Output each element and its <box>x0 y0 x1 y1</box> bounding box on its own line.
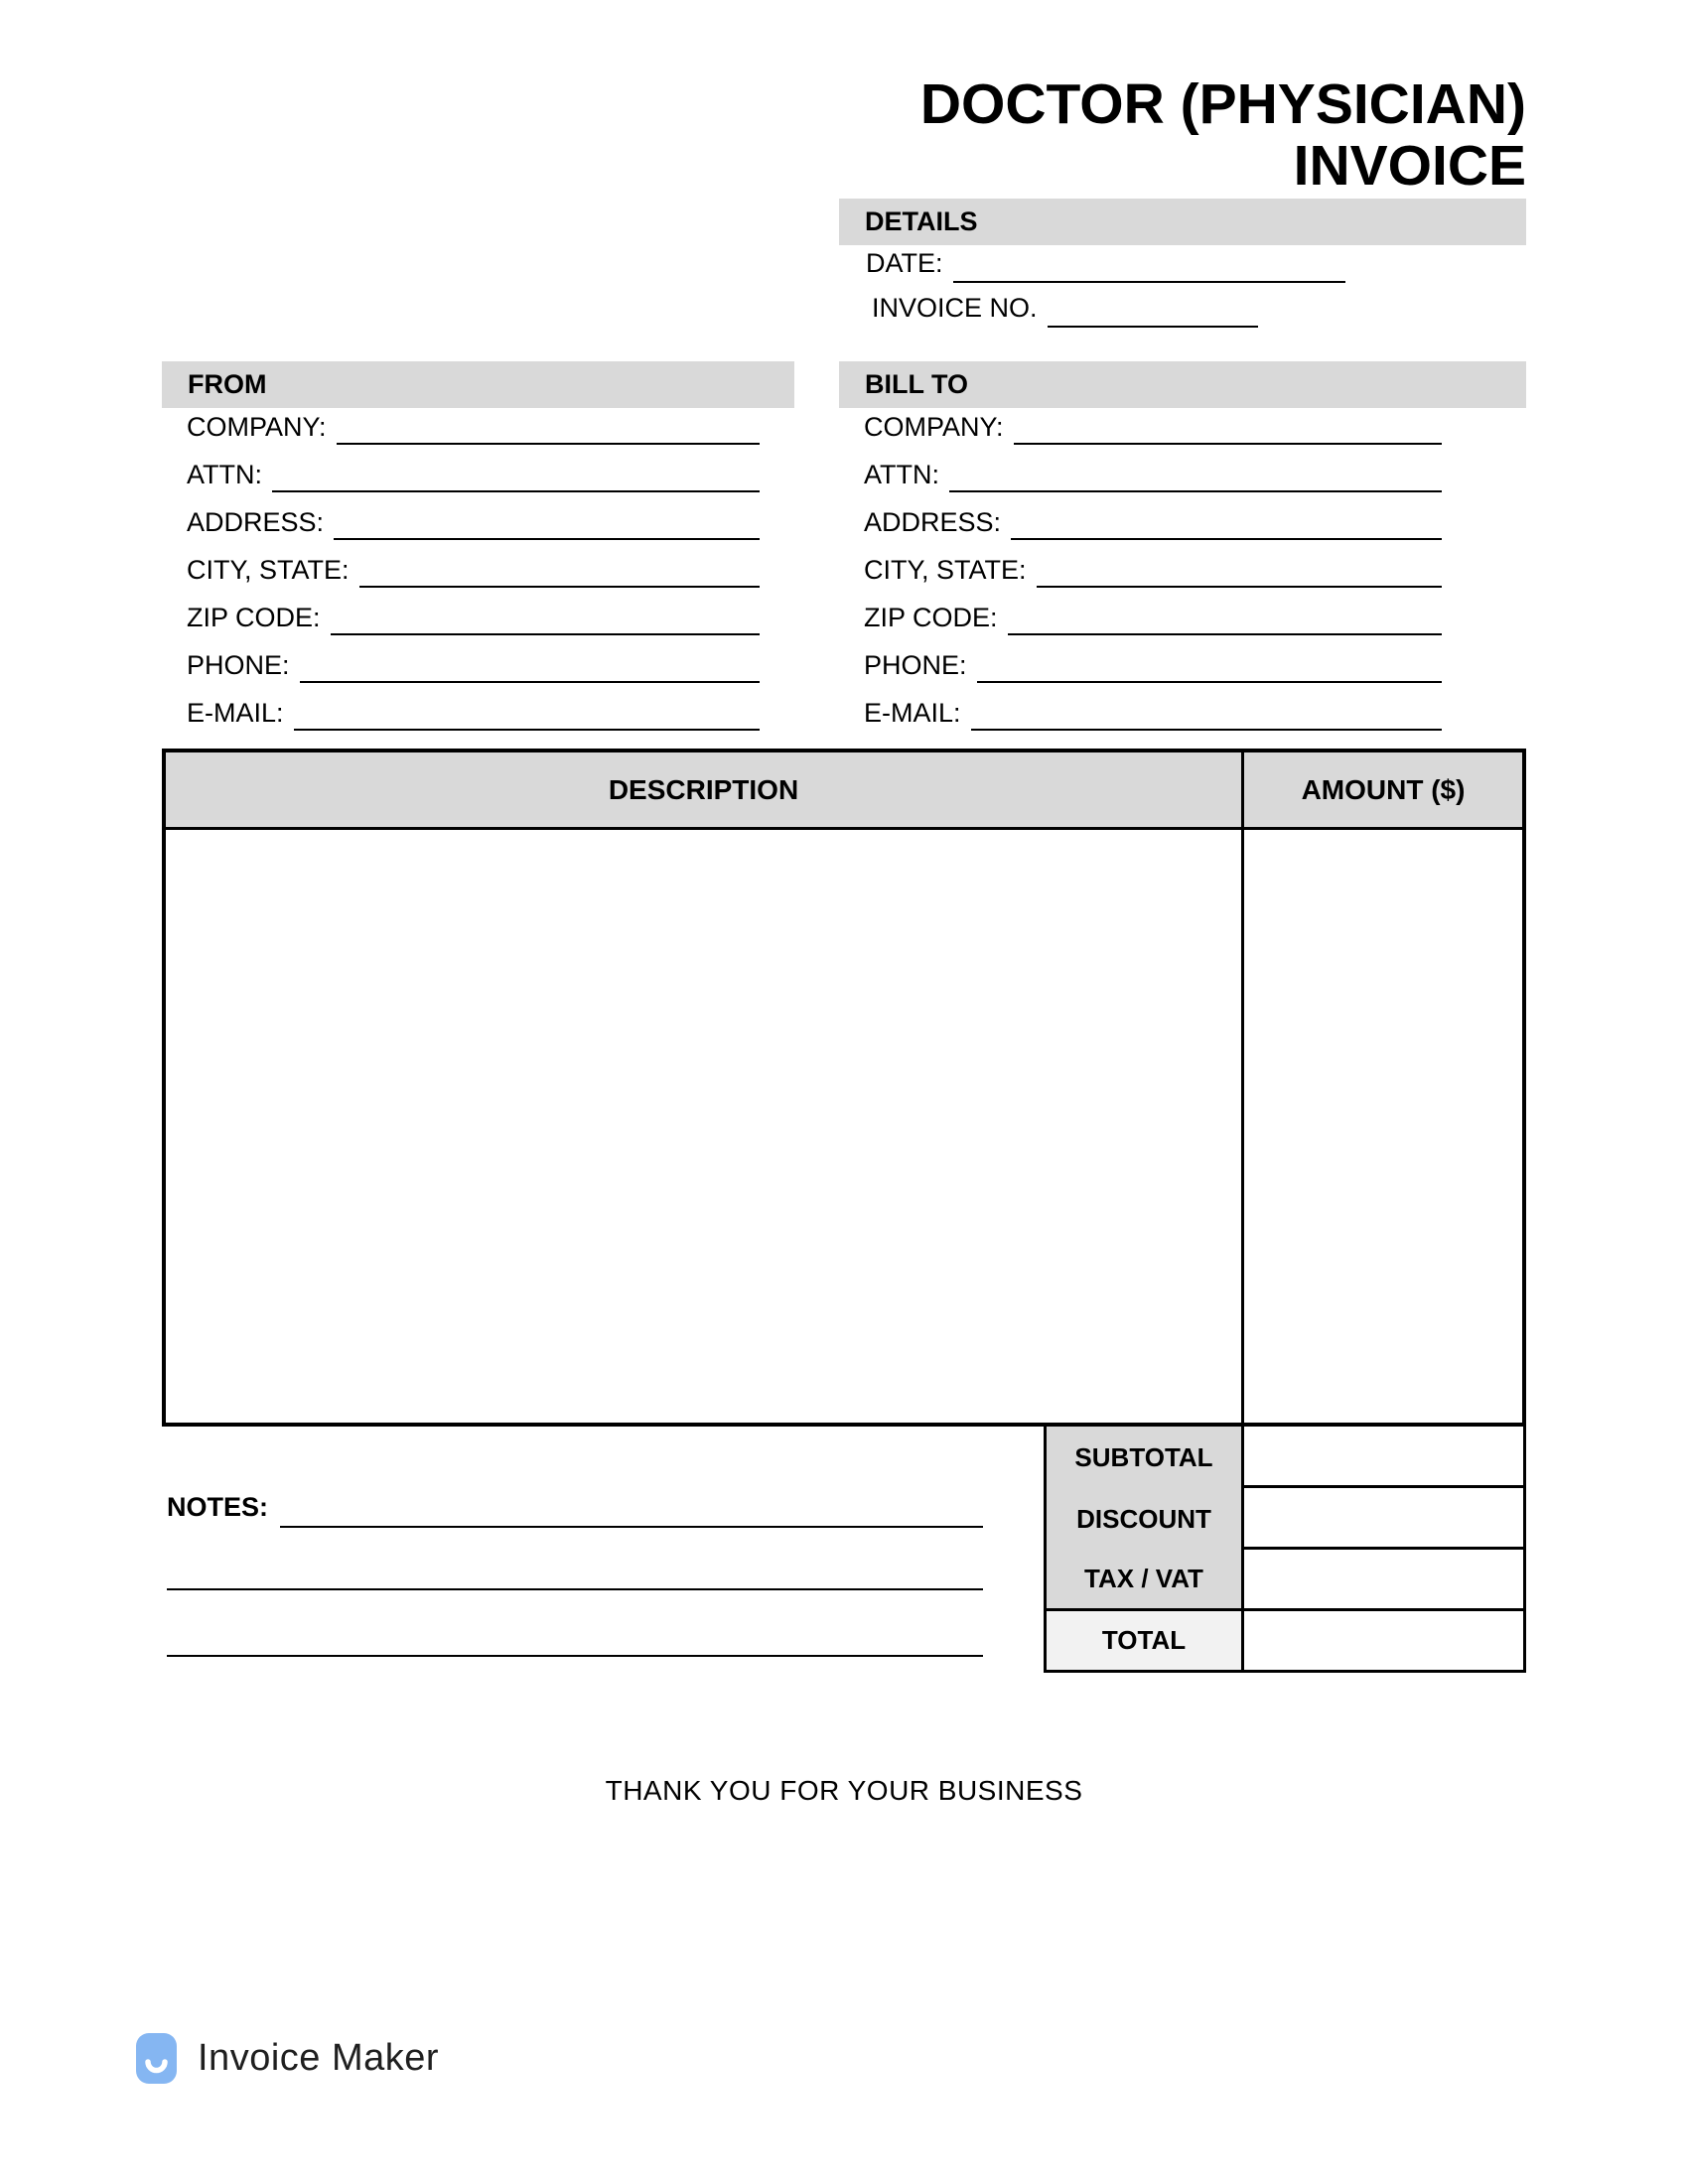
bill-to-address-row <box>839 503 1526 551</box>
total-row <box>1044 1611 1526 1673</box>
description-header-cell: DESCRIPTION <box>608 773 799 805</box>
subtotal-row <box>1044 1427 1526 1488</box>
bill-to-phone-line[interactable] <box>977 681 1442 683</box>
tax-vat-row <box>1044 1550 1526 1611</box>
notes-line-2[interactable] <box>167 1530 983 1590</box>
from-company-label: COMPANY: <box>187 412 327 442</box>
notes-row <box>167 1489 983 1530</box>
from-attn-row <box>162 456 794 503</box>
discount-row <box>1044 1488 1526 1550</box>
bill-to-city-state-line[interactable] <box>1037 586 1442 588</box>
bill-to-attn-line[interactable] <box>949 490 1442 492</box>
bill-to-email-line[interactable] <box>971 729 1442 731</box>
bill-to-company-line[interactable] <box>1014 443 1442 445</box>
from-email-label: E-MAIL: <box>187 698 284 728</box>
thank-you-message: THANK YOU FOR YOUR BUSINESS <box>605 1775 1083 1806</box>
from-email-row <box>162 694 794 742</box>
from-phone-label: PHONE: <box>187 650 290 680</box>
amount-header-cell: AMOUNT ($) <box>1241 752 1522 827</box>
invoice-maker-logo-icon <box>136 2033 177 2084</box>
bill-to-section <box>839 361 1526 742</box>
bill-to-address-label: ADDRESS: <box>864 507 1002 537</box>
tax-vat-value-cell[interactable] <box>1241 1550 1526 1611</box>
page-title-line2: INVOICE <box>1293 134 1526 198</box>
from-zip-label: ZIP CODE: <box>187 603 321 632</box>
notes-line-3[interactable] <box>167 1590 983 1657</box>
discount-value-cell[interactable] <box>1241 1488 1526 1550</box>
subtotal-label: SUBTOTAL <box>1044 1427 1241 1488</box>
subtotal-value-cell[interactable] <box>1241 1427 1526 1488</box>
brand-name: Invoice Maker <box>198 2037 440 2079</box>
from-city-state-label: CITY, STATE: <box>187 555 350 585</box>
from-attn-label: ATTN: <box>187 460 262 489</box>
discount-label: DISCOUNT <box>1044 1488 1241 1550</box>
page-title <box>920 73 1526 197</box>
brand-footer <box>136 2033 439 2084</box>
items-table <box>162 749 1526 1427</box>
from-zip-line[interactable] <box>331 633 760 635</box>
date-input-line[interactable] <box>953 281 1345 283</box>
bill-to-city-state-label: CITY, STATE: <box>864 555 1027 585</box>
items-table-body <box>166 830 1522 1423</box>
bill-to-email-row <box>839 694 1526 742</box>
bill-to-address-line[interactable] <box>1011 538 1442 540</box>
bill-to-zip-label: ZIP CODE: <box>864 603 998 632</box>
from-city-state-row <box>162 551 794 599</box>
invoice-no-input-line[interactable] <box>1048 326 1258 328</box>
from-phone-line[interactable] <box>300 681 760 683</box>
from-address-row <box>162 503 794 551</box>
bill-to-phone-row <box>839 646 1526 694</box>
from-section <box>162 361 794 742</box>
amount-body-cell[interactable] <box>1241 830 1522 1423</box>
invoice-no-label: INVOICE NO. <box>872 293 1038 323</box>
totals-section <box>1044 1427 1526 1673</box>
description-body-cell[interactable] <box>166 830 1241 1423</box>
bill-to-attn-label: ATTN: <box>864 460 939 489</box>
notes-section <box>167 1489 983 1657</box>
bill-to-company-label: COMPANY: <box>864 412 1004 442</box>
total-value-cell[interactable] <box>1241 1611 1526 1673</box>
from-company-line[interactable] <box>337 443 760 445</box>
items-table-header <box>166 752 1522 830</box>
page-title-line1: DOCTOR (PHYSICIAN) <box>919 72 1526 136</box>
from-address-label: ADDRESS: <box>187 507 325 537</box>
invoice-no-row <box>839 288 1526 333</box>
notes-line-1[interactable] <box>280 1526 983 1528</box>
total-label: TOTAL <box>1044 1611 1241 1673</box>
from-header: FROM <box>162 361 794 408</box>
tax-vat-label: TAX / VAT <box>1044 1550 1241 1611</box>
details-header: DETAILS <box>839 199 1526 245</box>
bill-to-phone-label: PHONE: <box>864 650 967 680</box>
bill-to-header: BILL TO <box>839 361 1526 408</box>
from-zip-row <box>162 599 794 646</box>
notes-label: NOTES: <box>167 1492 269 1522</box>
bill-to-city-state-row <box>839 551 1526 599</box>
bill-to-company-row <box>839 408 1526 456</box>
from-address-line[interactable] <box>334 538 760 540</box>
from-phone-row <box>162 646 794 694</box>
from-attn-line[interactable] <box>272 490 760 492</box>
date-label: DATE: <box>866 248 943 278</box>
bill-to-zip-row <box>839 599 1526 646</box>
details-section <box>839 199 1526 333</box>
bill-to-email-label: E-MAIL: <box>864 698 961 728</box>
bill-to-attn-row <box>839 456 1526 503</box>
date-row <box>839 245 1526 288</box>
from-email-line[interactable] <box>294 729 760 731</box>
from-company-row <box>162 408 794 456</box>
bill-to-zip-line[interactable] <box>1008 633 1442 635</box>
from-city-state-line[interactable] <box>359 586 760 588</box>
